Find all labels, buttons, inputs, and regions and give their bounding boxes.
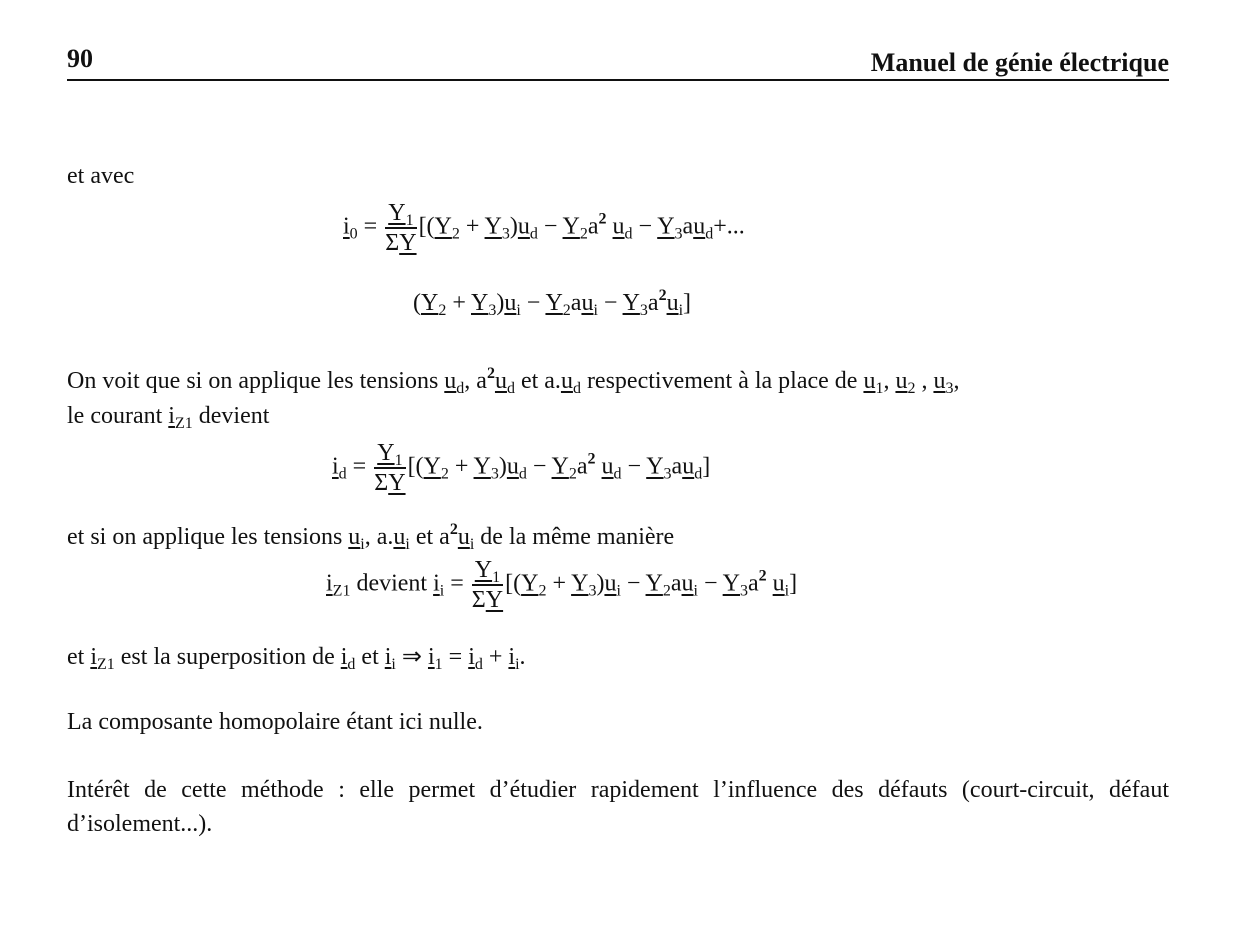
paragraph-1-line1: On voit que si on applique les tensions $u_d$, $a^2u_d$ et $a.u_d$ respectivement à la place de $u_1$, $u_2$ , $u_3$, [67,365,960,397]
equation-id: $i_d$ = $\frac{Y_1}{\Sigma Y}$ [$(Y_2 + Y_3)u_d - Y_2a^2$ $u_d - Y_3au_d$] [332,440,711,496]
book-title: Manuel de génie électrique [870,48,1169,77]
paragraph-4: La composante homopolaire étant ici nulle. [67,709,483,735]
equation-ii: $i_{Z1}$ devient $i_i$ = $\frac{Y_1}{\Sigma Y}$ [$(Y_2 + Y_3)u_i - Y_2au_i - Y_3a^2$ $u_i$] [326,557,798,613]
equation-i0-line2: $(Y_2 + Y_3)u_i - Y_2au_i - Y_3a^2u_i$] [413,287,692,319]
equation-i0-line1: $i_0$ = $\frac{Y_1}{\Sigma Y}$ [$(Y_2 + Y_3)u_d - Y_2a^2$ $u_d - Y_3au_d+$... [343,200,745,256]
fraction-y1-over-sum-y: $\frac{Y_1}{\Sigma Y}$ [385,200,417,256]
intro-text: et avec [67,163,135,189]
paragraph-1-line2: le courant $i_{Z1}$ devient [67,403,270,432]
paragraph-3: et $i_{Z1}$ est la superposition de $i_d$ et $i_i$ ⇒ $i_1 = i_d + i_i$. [67,644,526,673]
paragraph-5: Intérêt de cette méthode : elle permet d’étudier rapidement l’influence des défauts (court-circuit, défaut d’isolement...). [67,777,1169,837]
header-rule [67,79,1169,81]
page-number: 90 [67,44,93,73]
paragraph-2: et si on applique les tensions $u_i$, $a.u_i$ et $a^2u_i$ de la même manière [67,521,675,553]
